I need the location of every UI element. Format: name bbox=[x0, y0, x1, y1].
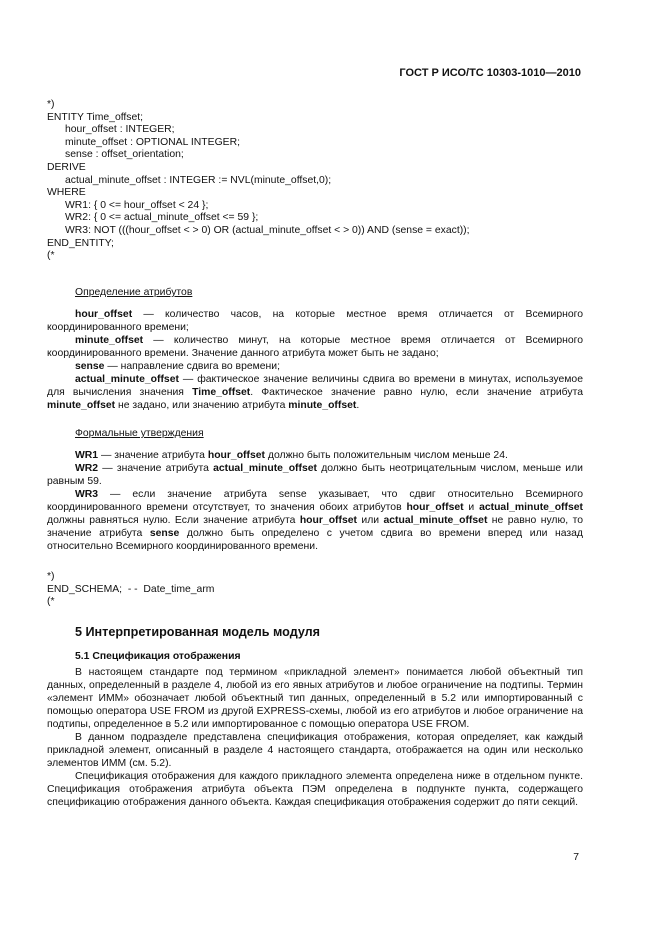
section-5-heading: 5 Интерпретированная модель модуля bbox=[75, 625, 321, 639]
rule-wr1: WR1 — значение атрибута hour_offset должно быть положительным числом меньше 24. bbox=[75, 450, 508, 461]
code-line: WR3: NOT (((hour_offset < > 0) OR (actual_minute_offset < > 0)) AND (sense = exact)); bbox=[65, 224, 470, 236]
attributes-title: Определение атрибутов bbox=[75, 287, 193, 298]
code-line: END_SCHEMA; - - Date_time_arm bbox=[47, 583, 215, 595]
code-line: (* bbox=[47, 250, 55, 262]
code-line: sense : offset_orientation; bbox=[65, 149, 184, 161]
code-line: DERIVE bbox=[47, 161, 86, 173]
schema-end-code bbox=[47, 571, 214, 609]
section-5-1-body bbox=[47, 666, 583, 809]
rules-title: Формальные утверждения bbox=[75, 428, 204, 439]
attr-sense: sense — направление сдвига во времени; bbox=[75, 361, 280, 372]
attr-minute-offset: minute_offset — количество минут, на которые местное время отличается от Всемирного координированного времени. Значение данного атрибута может быть не задано; bbox=[47, 335, 583, 359]
code-line: END_ENTITY; bbox=[47, 237, 114, 249]
document-header: ГОСТ Р ИСО/ТС 10303-1010—2010 bbox=[399, 67, 581, 79]
attributes-section bbox=[47, 286, 583, 412]
section-5-1-heading: 5.1 Спецификация отображения bbox=[75, 651, 241, 662]
code-line: WHERE bbox=[47, 187, 86, 199]
express-code-block bbox=[47, 99, 587, 263]
paragraph: Спецификация отображения для каждого прикладного элемента определена ниже в отдельном пункте. Спецификация отображения атрибута объекта ПЭМ определена в подпункте пункта, содержащего спецификацию отображения данного объекта. Каждая спецификация отображения содержит до пяти секций. bbox=[47, 771, 583, 808]
code-line: minute_offset : OPTIONAL INTEGER; bbox=[65, 136, 240, 148]
code-line: *) bbox=[47, 99, 55, 110]
attr-hour-offset: hour_offset — количество часов, на которые местное время отличается от Всемирного координированного времени; bbox=[47, 309, 583, 333]
rules-section bbox=[47, 427, 583, 553]
rule-wr2: WR2 — значение атрибута actual_minute_offset должно быть неотрицательным числом, меньше или равным 59. bbox=[47, 463, 583, 487]
attr-actual-minute-offset: actual_minute_offset — фактическое значение величины сдвига во времени в минутах, используемое для вычисления значения Time_offset. Фактическое значение равно нулю, если значение атрибута minute_offset не задано, или значению атрибута minute_offset. bbox=[47, 374, 583, 411]
paragraph: В настоящем стандарте под термином «прикладной элемент» понимается любой объектный тип данных, определенный в разделе 4, любой из его явных атрибутов и любое ограничение на подтипы. Термин «элемент ИММ» обозначает любой объектный тип данных, определенный в 5.2 или импортированный с помощью оператора USE FROM из другой EXPRESS-схемы, любой из его атрибутов и любое ограничение на подтипы, определенное в 5.2 или импортированное с помощью оператора USE FROM. bbox=[47, 667, 583, 730]
paragraph: В данном подразделе представлена спецификация отображения, которая определяет, как каждый прикладной элемент, описанный в разделе 4 настоящего стандарта, отображается на один или несколько элементов ИММ (см. 5.2). bbox=[47, 732, 583, 769]
code-line: actual_minute_offset : INTEGER := NVL(minute_offset,0); bbox=[65, 174, 332, 186]
code-line: hour_offset : INTEGER; bbox=[65, 124, 175, 136]
page-number: 7 bbox=[573, 852, 579, 863]
code-line: ENTITY Time_offset; bbox=[47, 111, 144, 123]
code-line: (* bbox=[47, 596, 55, 608]
code-line: WR1: { 0 <= hour_offset < 24 }; bbox=[65, 199, 209, 211]
code-line: WR2: { 0 <= actual_minute_offset <= 59 }; bbox=[65, 212, 259, 224]
rule-wr3: WR3 — если значение атрибута sense указывает, что сдвиг относительно Всемирного координированного времени отсутствует, то значения обоих атрибутов hour_offset и actual_minute_offset должны равняться нулю. Если значение атрибута hour_offset или actual_minute_offset не равно нулю, то значение атрибута sense должно быть определено с учетом сдвига во времени вперед или назад относительно Всемирного координированного времени. bbox=[47, 489, 584, 552]
code-line: *) bbox=[47, 571, 55, 582]
